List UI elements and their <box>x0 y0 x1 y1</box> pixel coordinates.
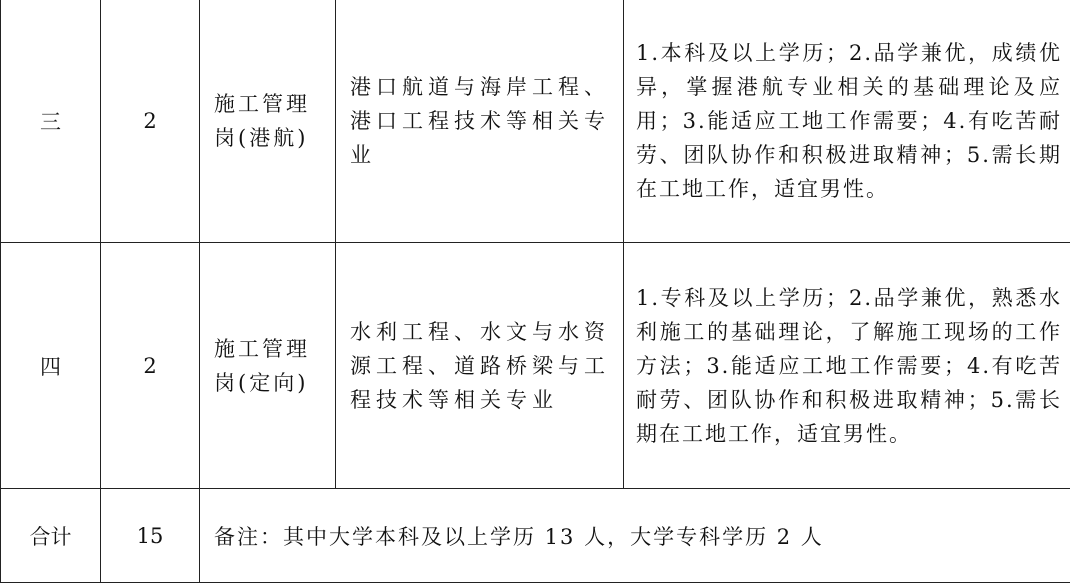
count-text: 2 <box>143 108 157 133</box>
note-text: 备注：其中大学本科及以上学历 13 人，大学专科学历 2 人 <box>214 524 824 549</box>
table-row <box>1 243 1070 489</box>
post-cell <box>200 0 336 243</box>
note-cell <box>200 489 1070 583</box>
post-cell <box>200 243 336 489</box>
requirements-cell <box>624 243 1070 489</box>
requirements-text: 1.本科及以上学历；2.品学兼优，成绩优异，掌握港航专业相关的基础理论及应用；3.能适应工地工作需要；4.有吃苦耐劳、团队协作和积极进取精神；5.需长期在工地工作，适宜男性。 <box>636 40 1062 201</box>
seq-cell <box>1 0 101 243</box>
total-count: 15 <box>136 523 164 548</box>
total-label-cell <box>1 489 101 583</box>
requirements-cell <box>624 0 1070 243</box>
requirements-text: 1.专科及以上学历；2.品学兼优，熟悉水利施工的基础理论，了解施工现场的工作方法；3.能适应工地工作需要；4.有吃苦耐劳、团队协作和积极进取精神；5.需长期在工地工作，适宜男性。 <box>636 285 1062 446</box>
major-cell <box>336 243 624 489</box>
count-text: 2 <box>143 353 157 378</box>
major-cell <box>336 0 624 243</box>
total-label: 合计 <box>29 524 72 549</box>
major-text: 港口航道与海岸工程、港口工程技术等相关专业 <box>350 74 610 167</box>
table-row <box>1 0 1070 243</box>
major-text: 水利工程、水文与水资源工程、道路桥梁与工程技术等相关专业 <box>350 319 610 412</box>
seq-text: 四 <box>40 354 61 379</box>
count-cell <box>101 0 200 243</box>
count-cell <box>101 243 200 489</box>
post-text: 施工管理岗(港航) <box>214 91 310 150</box>
total-count-cell <box>101 489 200 583</box>
seq-cell <box>1 243 101 489</box>
post-text: 施工管理岗(定向) <box>214 336 310 395</box>
total-row <box>1 489 1070 583</box>
seq-text: 三 <box>40 109 61 134</box>
